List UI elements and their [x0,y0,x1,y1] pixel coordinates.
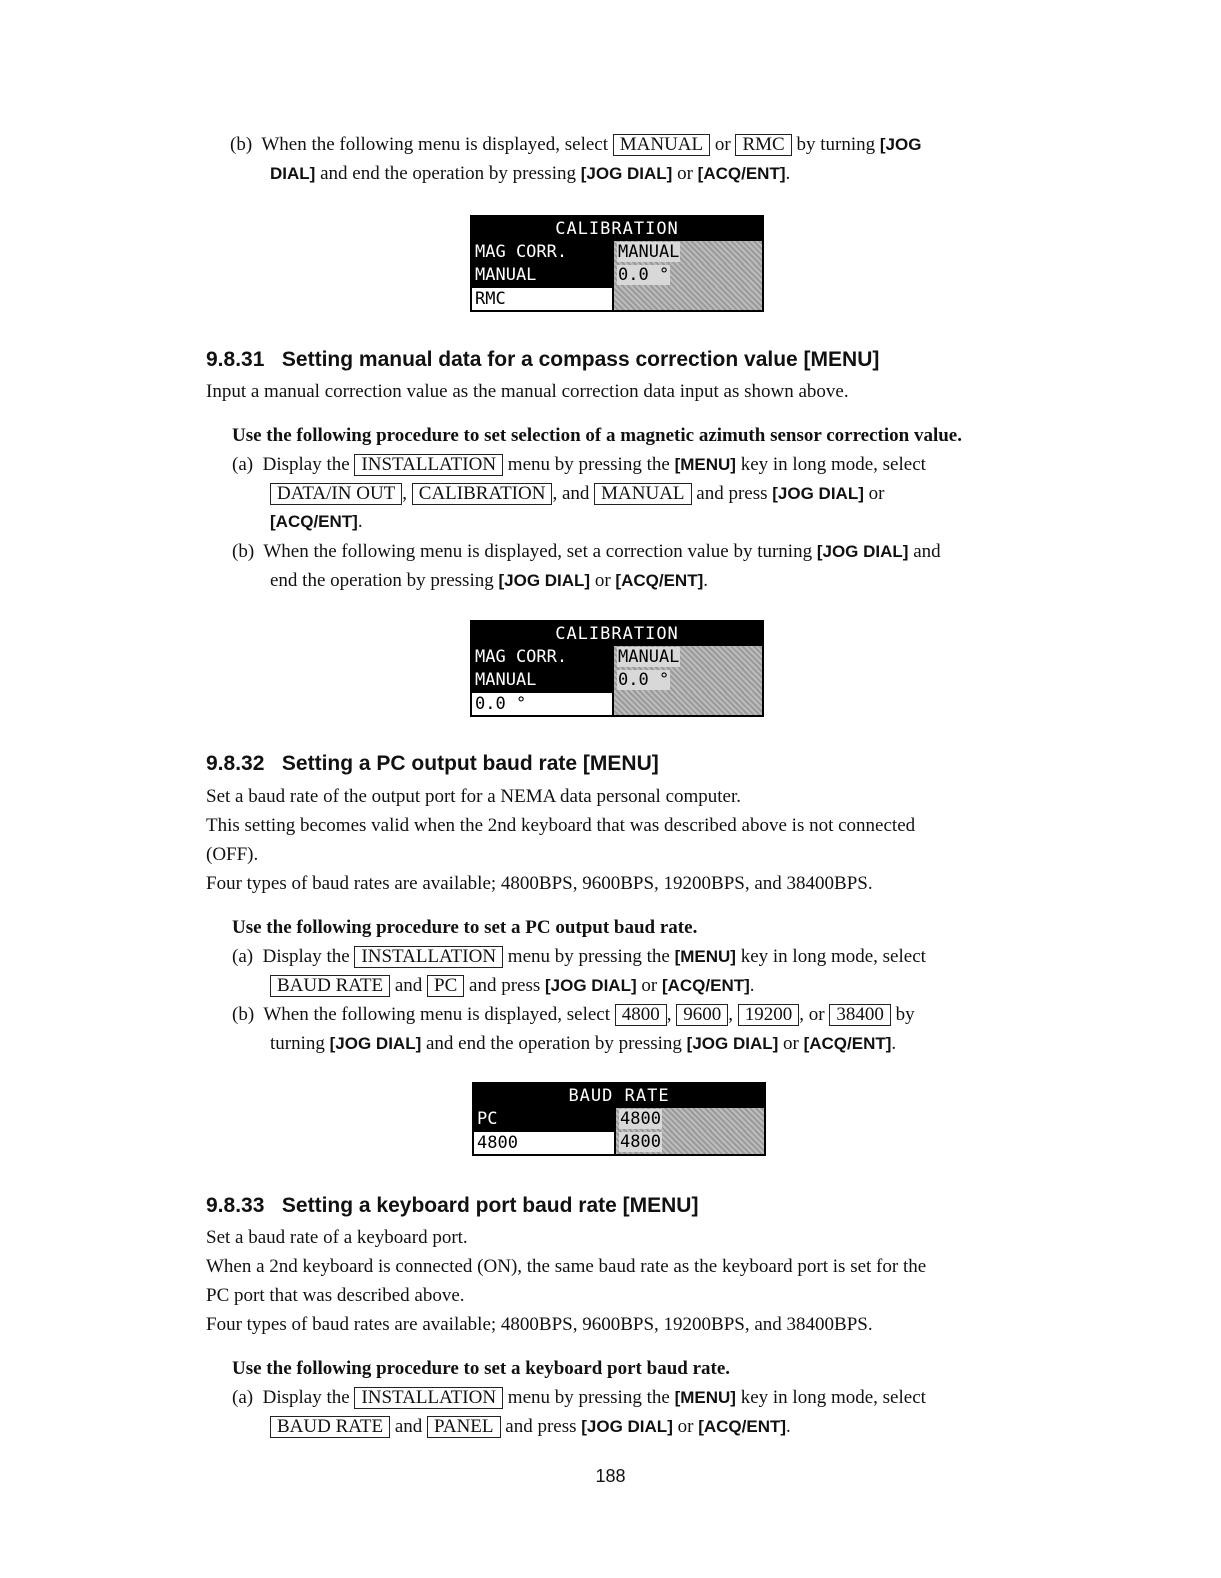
key-name: [ACQ/ENT] [615,571,704,590]
lcd-calibration-screen-1 [470,215,764,312]
section-title: Setting manual data for a compass correction value [MENU] [281,348,880,371]
key-name: [ACQ/ENT] [697,164,786,183]
lcd-row [472,241,762,264]
text: Display the [262,454,350,475]
procedure-intro: Use the following procedure to set a PC output baud rate. [232,917,698,938]
lcd-baud-rate-screen [472,1082,766,1156]
step-b-line1 [232,1003,915,1027]
text: or [868,483,885,504]
text: . [785,163,791,184]
key-name: [JOG [879,135,922,154]
lcd-value: 4800 [620,1132,661,1152]
paragraph: Input a manual correction value as the manual correction data input as shown above. [206,381,849,402]
menu-option-9600: 9600 [676,1004,728,1026]
menu-option-manual: MANUAL [613,134,710,156]
menu-option-installation: INSTALLATION [354,454,503,476]
text: by [895,1004,915,1025]
key-name: [MENU] [674,455,736,474]
text: . [786,1416,791,1437]
menu-option-installation: INSTALLATION [354,1387,503,1409]
step-label: (a) [232,454,254,475]
lcd-row [474,1131,764,1154]
lcd-value: 0.0 ° [618,670,670,690]
step-b-line1 [232,540,941,564]
text: menu by pressing the [507,1387,670,1408]
menu-option-baud-rate: BAUD RATE [270,1416,390,1438]
text: or [677,1416,694,1437]
text: , [728,1004,733,1025]
section-heading-9-8-32 [206,752,659,776]
page-number: 188 [595,1466,626,1486]
key-name: [MENU] [674,947,736,966]
paragraph: Four types of baud rates are available; 4800BPS, 9600BPS, 19200BPS, and 38400BPS. [206,873,873,894]
lcd-value-cell [612,646,762,669]
section-number: 9.8.33 [206,1194,265,1217]
step-label: (a) [232,1387,254,1408]
text: Display the [262,946,350,967]
text: by turning [796,134,876,155]
key-name: [ACQ/ENT] [661,976,750,995]
text: and [913,541,941,562]
text: . [749,975,755,996]
lcd-row [472,692,762,715]
text: When the following menu is displayed, set a correction value by turning [263,541,813,562]
menu-option-4800: 4800 [615,1004,667,1026]
lcd-label: MANUAL [475,670,537,690]
lcd-title: CALIBRATION [555,624,679,644]
lcd-value: MANUAL [618,647,680,667]
lcd-value-cell [614,1108,764,1131]
paragraph: (OFF). [206,844,259,865]
step-b-line1 [230,133,921,157]
text: and end the operation by pressing [320,163,576,184]
lcd-value: 4800 [620,1109,661,1129]
key-name: [ACQ/ENT] [803,1034,892,1053]
lcd-label: MANUAL [475,265,537,285]
section-heading-9-8-31 [206,348,879,372]
text: end the operation by pressing [270,570,494,591]
key-name: [MENU] [674,1388,736,1407]
paragraph: Four types of baud rates are available; 4800BPS, 9600BPS, 19200BPS, and 38400BPS. [206,1314,873,1335]
text: and press [505,1416,577,1437]
key-name: [JOG DIAL] [772,484,864,503]
procedure-intro: Use the following procedure to set selection of a magnetic azimuth sensor correction value. [232,425,962,446]
text: and [394,1416,423,1437]
paragraph: Set a baud rate of the output port for a NEMA data personal computer. [206,786,742,807]
section-heading-9-8-33 [206,1194,698,1218]
lcd-row [472,669,762,692]
lcd-row [472,287,762,310]
text: , [402,483,408,504]
lcd-value-cell [612,669,762,692]
menu-option-rmc: RMC [735,134,791,156]
text: menu by pressing the [507,454,670,475]
lcd-value-cell [612,692,762,715]
paragraph: Set a baud rate of a keyboard port. [206,1227,468,1248]
step-a-line2 [270,974,755,998]
step-label: (b) [230,134,253,155]
procedure-intro: Use the following procedure to set a keyboard port baud rate. [232,1358,731,1379]
text: menu by pressing the [507,946,670,967]
lcd-value-cell [614,1131,764,1154]
step-a-line1 [232,453,926,477]
step-a-line3 [270,510,363,534]
text: , and [552,483,590,504]
section-title: Setting a keyboard port baud rate [MENU] [281,1194,699,1217]
text: When the following menu is displayed, select [261,134,608,155]
lcd-row [472,264,762,287]
text: key in long mode, select [740,1387,926,1408]
text: When the following menu is displayed, select [263,1004,610,1025]
lcd-title: CALIBRATION [555,219,679,239]
text: key in long mode, select [740,946,926,967]
text: . [891,1033,897,1054]
step-b-line2 [270,569,708,593]
step-label: (b) [232,541,255,562]
key-name: [JOG DIAL] [498,571,591,590]
lcd-value: MANUAL [618,242,680,262]
text: and end the operation by pressing [426,1033,682,1054]
lcd-row [474,1108,764,1131]
text: , [666,1004,672,1025]
text: and [394,975,423,996]
paragraph: When a 2nd keyboard is connected (ON), the same baud rate as the keyboard port is set for the [206,1256,927,1277]
key-name: DIAL] [270,164,316,183]
menu-option-19200: 19200 [738,1004,800,1026]
step-label: (b) [232,1004,255,1025]
step-label: (a) [232,946,254,967]
menu-option-38400: 38400 [829,1004,891,1026]
menu-option-baud-rate: BAUD RATE [270,975,390,997]
paragraph: This setting becomes valid when the 2nd keyboard that was described above is not connected [206,815,916,836]
menu-option-panel: PANEL [427,1416,500,1438]
key-name: [JOG DIAL] [580,164,673,183]
lcd-title: BAUD RATE [568,1086,670,1106]
lcd-row [472,646,762,669]
lcd-label: MAG CORR. [475,647,568,667]
text: Display the [262,1387,350,1408]
key-name: [JOG DIAL] [329,1034,422,1053]
section-number: 9.8.32 [206,752,265,775]
key-name: [JOG DIAL] [816,542,909,561]
lcd-label: MAG CORR. [475,242,568,262]
text: or [783,1033,799,1054]
step-a-line2 [270,482,884,506]
text: turning [270,1033,325,1054]
text: , or [799,1004,825,1025]
step-b-line2 [270,1032,896,1056]
text: or [641,975,658,996]
menu-option-calibration: CALIBRATION [412,483,553,505]
text: and press [696,483,768,504]
text: . [357,511,363,532]
menu-option-pc: PC [427,975,464,997]
lcd-value-cell [612,287,762,310]
step-b-line2 [270,162,790,186]
menu-option-installation: INSTALLATION [354,946,503,968]
text: or [594,570,611,591]
menu-option-data-in-out: DATA/IN OUT [270,483,402,505]
text: . [703,570,708,591]
key-name: [JOG DIAL] [545,976,637,995]
paragraph: PC port that was described above. [206,1285,465,1306]
text: or [714,134,731,155]
lcd-calibration-screen-2 [470,620,764,717]
lcd-value-cell [612,241,762,264]
lcd-selection: RMC [472,287,612,310]
step-a-line1 [232,1386,926,1410]
text: and press [469,975,541,996]
menu-option-manual: MANUAL [594,483,691,505]
key-name: [ACQ/ENT] [698,1417,787,1436]
lcd-label: PC [477,1109,498,1129]
key-name: [JOG DIAL] [686,1034,779,1053]
section-title: Setting a PC output baud rate [MENU] [281,752,659,775]
lcd-selection: 4800 [474,1131,614,1154]
step-a-line1 [232,945,926,969]
lcd-value: 0.0 ° [618,265,670,285]
section-number: 9.8.31 [206,348,265,371]
key-name: [JOG DIAL] [581,1417,673,1436]
text: or [677,163,693,184]
lcd-value-cell [612,264,762,287]
key-name: [ACQ/ENT] [270,512,358,531]
text: key in long mode, select [740,454,926,475]
step-a-line2 [270,1415,791,1439]
lcd-selection: 0.0 ° [472,692,612,715]
